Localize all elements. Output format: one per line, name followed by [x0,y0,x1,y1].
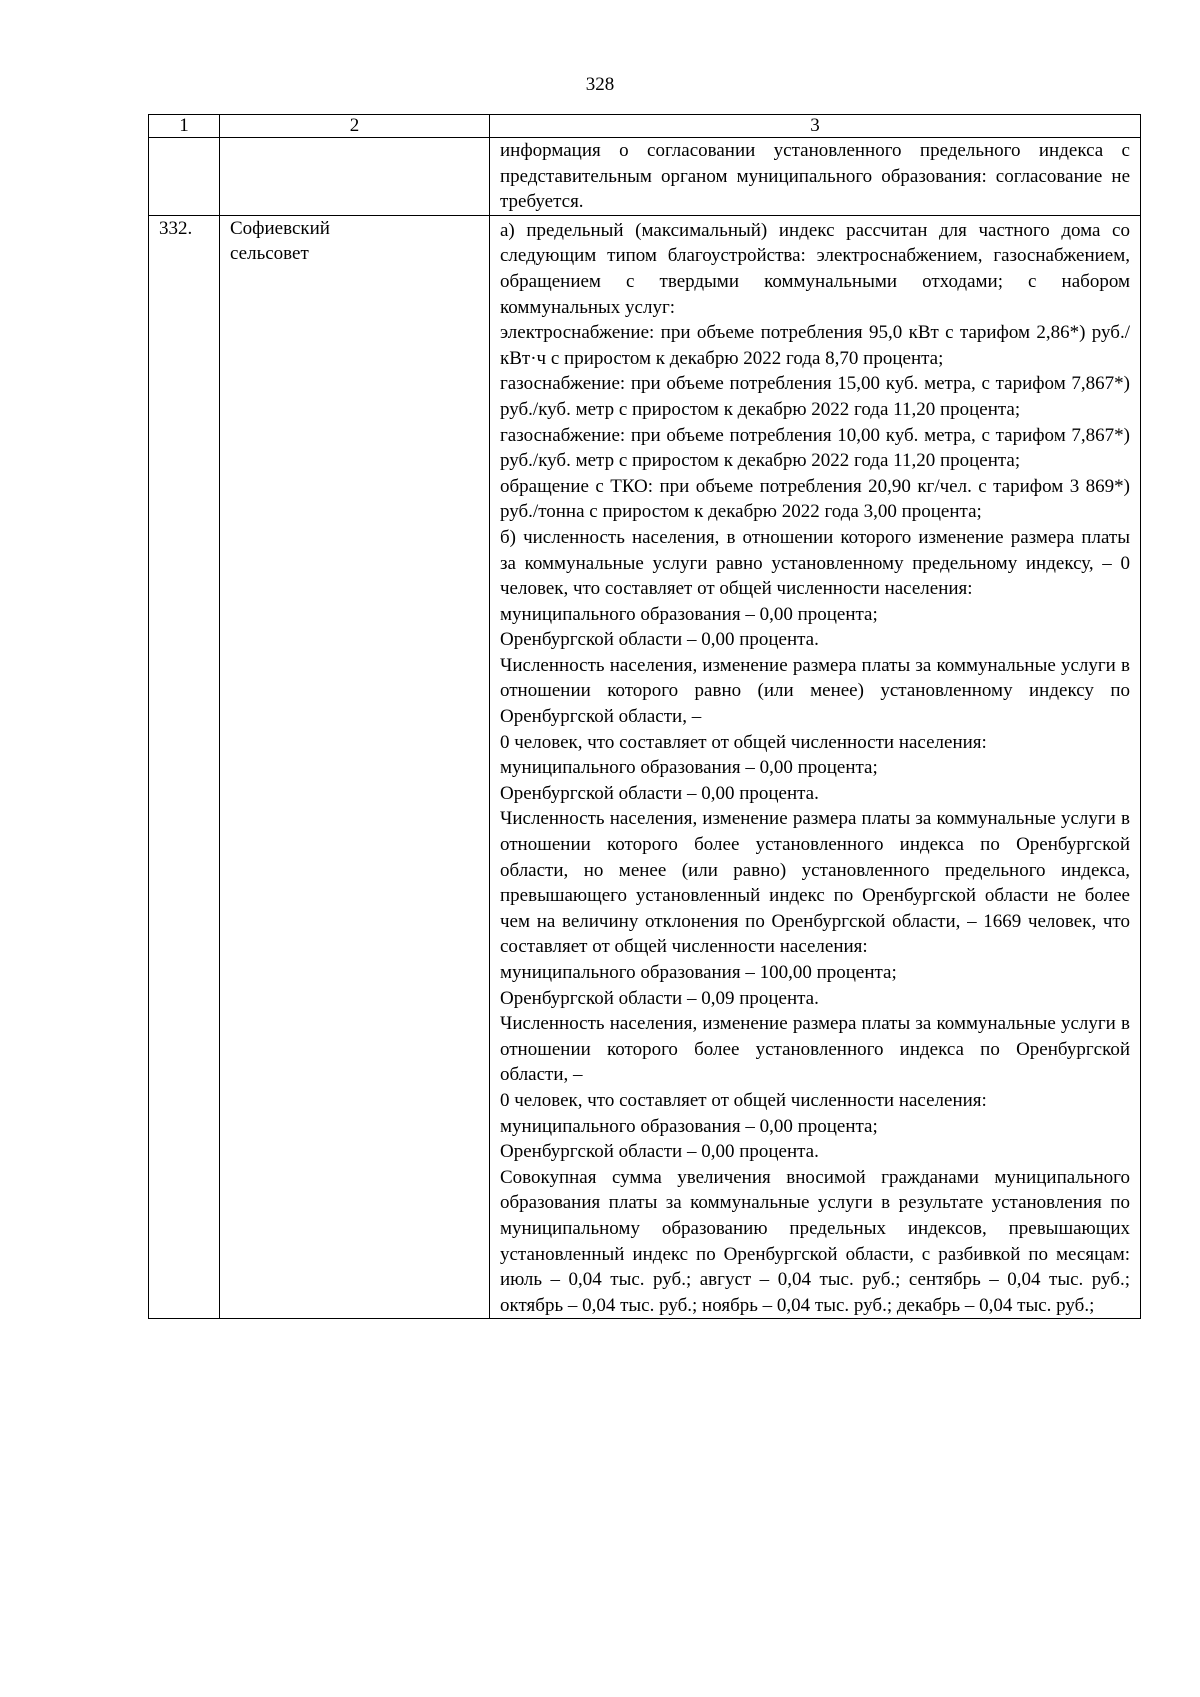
page-number: 328 [585,74,615,95]
paragraph: Оренбургской области – 0,00 процента. [500,782,819,804]
continued-paragraph: информация о согласовании установленного предельного индекса с представительным органом муниципального образования: согласование не требуется. [500,140,1130,213]
paragraph: газоснабжение: при объеме потребления 15,00 куб. метра, с тарифом 7,867*) руб./куб. метр с приростом к декабрю 2022 года 11,20 процента; [500,373,1130,420]
paragraph: Оренбургской области – 0,00 процента. [500,629,819,651]
row-name-line-1: Софиевский [230,217,330,239]
row-number: 332. [149,215,220,1319]
table-header-row [149,115,1141,138]
continued-row [149,138,1141,216]
table-row [149,215,1141,1319]
continued-row-name [220,138,490,216]
continued-row-number [149,138,220,216]
paragraph: обращение с ТКО: при объеме потребления 20,90 кг/чел. с тарифом 3 869*) руб./тонна с приростом к декабрю 2022 года 3,00 процента; [500,475,1130,523]
paragraph: Совокупная сумма увеличения вносимой гражданами муниципального образования платы за коммунальные услуги в результате установления по муниципальному образованию предельных индексов, превышающих установленный индекс по Оренбургской области, с разбивкой по месяцам: июль – 0,04 тыс. руб.; август – 0,04 тыс. руб.; сентябрь – 0,04 тыс. руб.; октябрь – 0,04 тыс. руб.; ноябрь – 0,04 тыс. руб.; декабрь – 0,04 тыс. руб.; [500,1166,1130,1316]
paragraph: электроснабжение: при объеме потребления 95,0 кВт с тарифом 2,86*) руб./кВт·ч с приростом к декабрю 2022 года 8,70 процента; [500,322,1130,369]
paragraph: Оренбургской области – 0,00 процента. [500,1141,819,1163]
row-name [220,215,490,1319]
paragraph: Численность населения, изменение размера платы за коммунальные услуги в отношении которого более установленного индекса по Оренбургской области, – [500,1013,1130,1086]
paragraph: муниципального образования – 100,00 процента; [500,962,897,983]
paragraph: муниципального образования – 0,00 процента; [500,603,878,625]
header-col-1: 1 [149,115,220,138]
paragraph: Оренбургской области – 0,09 процента. [500,987,819,1009]
document-table [148,114,1141,1319]
row-name-line-2: сельсовет [230,243,309,265]
paragraph: муниципального образования – 0,00 процента; [500,1115,878,1137]
row-description [490,215,1141,1319]
paragraph: б) численность населения, в отношении которого изменение размера платы за коммунальные услуги равно установленному предельному индексу, – 0 человек, что составляет от общей численности населения: [500,526,1130,600]
paragraph: газоснабжение: при объеме потребления 10,00 куб. метра, с тарифом 7,867*) руб./куб. метр с приростом к декабрю 2022 года 11,20 процента; [500,424,1130,472]
paragraph: 0 человек, что составляет от общей численности населения: [500,1089,987,1111]
paragraph: муниципального образования – 0,00 процента; [500,757,878,779]
paragraph: 0 человек, что составляет от общей численности населения: [500,731,987,753]
paragraph: Численность населения, изменение размера платы за коммунальные услуги в отношении которого более установленного индекса по Оренбургской области, но менее (или равно) установленного предельного индекса, превышающего установленный индекс по Оренбургской области не более чем на величину отклонения по Оренбургской области, – 1669 человек, что составляет от общей численности населения: [500,808,1130,958]
paragraph: Численность населения, изменение размера платы за коммунальные услуги в отношении которого равно (или менее) установленному индексу по Оренбургской области, – [500,654,1130,728]
header-col-3: 3 [490,115,1141,138]
continued-row-text [490,138,1141,216]
header-col-2: 2 [220,115,490,138]
paragraph: а) предельный (максимальный) индекс рассчитан для частного дома со следующим типом благоустройства: электроснабжением, газоснабжением, обращением с твердыми коммунальными отходами; с набором коммунальных услуг: [500,219,1130,318]
